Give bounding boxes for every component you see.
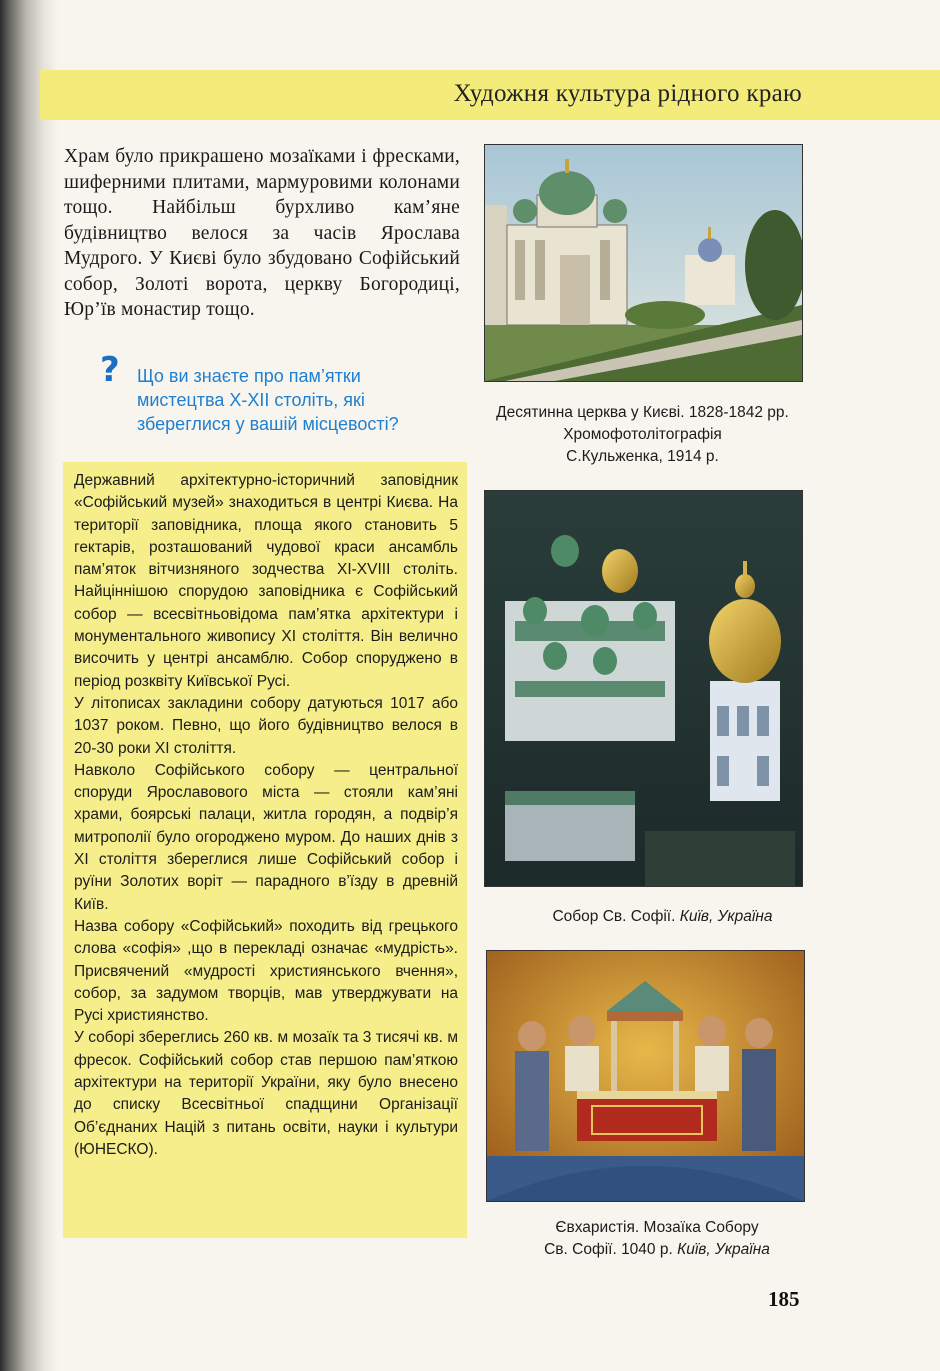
figure-2-caption-plain: Собор Св. Софії. bbox=[552, 908, 680, 925]
figure-3-caption-line-2-plain: Св. Софії. 1040 р. bbox=[544, 1241, 678, 1258]
info-paragraph-2: У літописах закладини собору датуються 1017 або 1037 роком. Певно, що його будівництво велося в 20-30 роки XI століття. bbox=[74, 694, 458, 757]
page-header-title: Художня культура рідного краю bbox=[453, 80, 802, 107]
figure-2-caption bbox=[470, 906, 855, 928]
book-spine-shadow bbox=[0, 0, 58, 1371]
intro-paragraph: Храм було прикрашено мозаїками і фресками, шиферними плитами, мармуровими колонами тощо. Найбільш бурхливо кам’яне будівництво велося за часів Ярослава Мудрого. У Києві було збудовано Софійський собор, Золоті ворота, церкву Богородиці, Юр’їв монастир тощо. bbox=[64, 146, 460, 320]
figure-3-caption-line-1: Євхаристія. Мозаїка Собору bbox=[555, 1219, 759, 1236]
eucharist-mosaic-image bbox=[486, 950, 805, 1202]
question-text: Що ви знаєте про пам’ятки мистецтва X-XII століть, які збереглися у вашій місцевості? bbox=[137, 366, 399, 434]
info-box-text bbox=[74, 470, 458, 1161]
info-paragraph-4: Назва собору «Софійський» походить від грецького слова «софія» ,що в перекладі означає «мудрість». Присвячений «мудрості християнського вчення», собор, за задумом творців, мав утверджувати на Русі християнство. bbox=[74, 917, 458, 1025]
st-sophia-cathedral-image bbox=[484, 490, 803, 887]
figure-1-caption bbox=[470, 402, 815, 468]
figure-2-caption-italic: Київ, Україна bbox=[679, 908, 773, 925]
info-paragraph-5: У соборі збереглись 260 кв. м мозаїк та 3 тисячі кв. м фресок. Софійський собор став першою пам’яткою архітектури на території України, яку було внесено до списку Всесвітньої спадщини Організації Об’єднаних Націй з питань освіти, науки і культури (ЮНЕСКО). bbox=[74, 1029, 458, 1158]
figure-3-caption bbox=[467, 1217, 847, 1261]
figure-1-caption-line-1: Десятинна церква у Києві. 1828-1842 рр. bbox=[496, 404, 789, 421]
figure-3-caption-line-2-italic: Київ, Україна bbox=[677, 1241, 770, 1258]
info-paragraph-1: Державний архітектурно-історичний заповідник «Софійський музей» знаходиться в центрі Києва. На території заповідника, площа якого становить 5 гектарів, розташований чудової краси ансамбль пам’яток вітчизняного зодчества XI-XVIII століть. Найціннішою спорудою заповідника є Софійський собор — всесвітньовідома пам’ятка архітектури і монументального живопису XI століття. Він велично височить у центрі ансамблю. Собор споруджено в період розквіту Київської Русі. bbox=[74, 472, 458, 690]
info-paragraph-3: Навколо Софійського собору — центральної споруди Ярославового міста — стояли кам’яні храми, боярські палаци, житла городян, а подвір’я митрополії було огороджено муром. До наших днів з XI століття збереглися лише Софійський собор і руїни Золотих воріт — парадного в’їзду в древній Київ. bbox=[74, 761, 458, 913]
desiatynna-church-image bbox=[484, 144, 803, 382]
figure-1-caption-line-2: Хромофотолітографія bbox=[563, 426, 722, 443]
page-number: 185 bbox=[768, 1287, 800, 1311]
figure-1-caption-line-3: С.Кульженка, 1914 р. bbox=[566, 448, 719, 465]
figure-3-caption-line-2 bbox=[467, 1239, 847, 1261]
question-mark-icon: ? bbox=[100, 350, 120, 390]
